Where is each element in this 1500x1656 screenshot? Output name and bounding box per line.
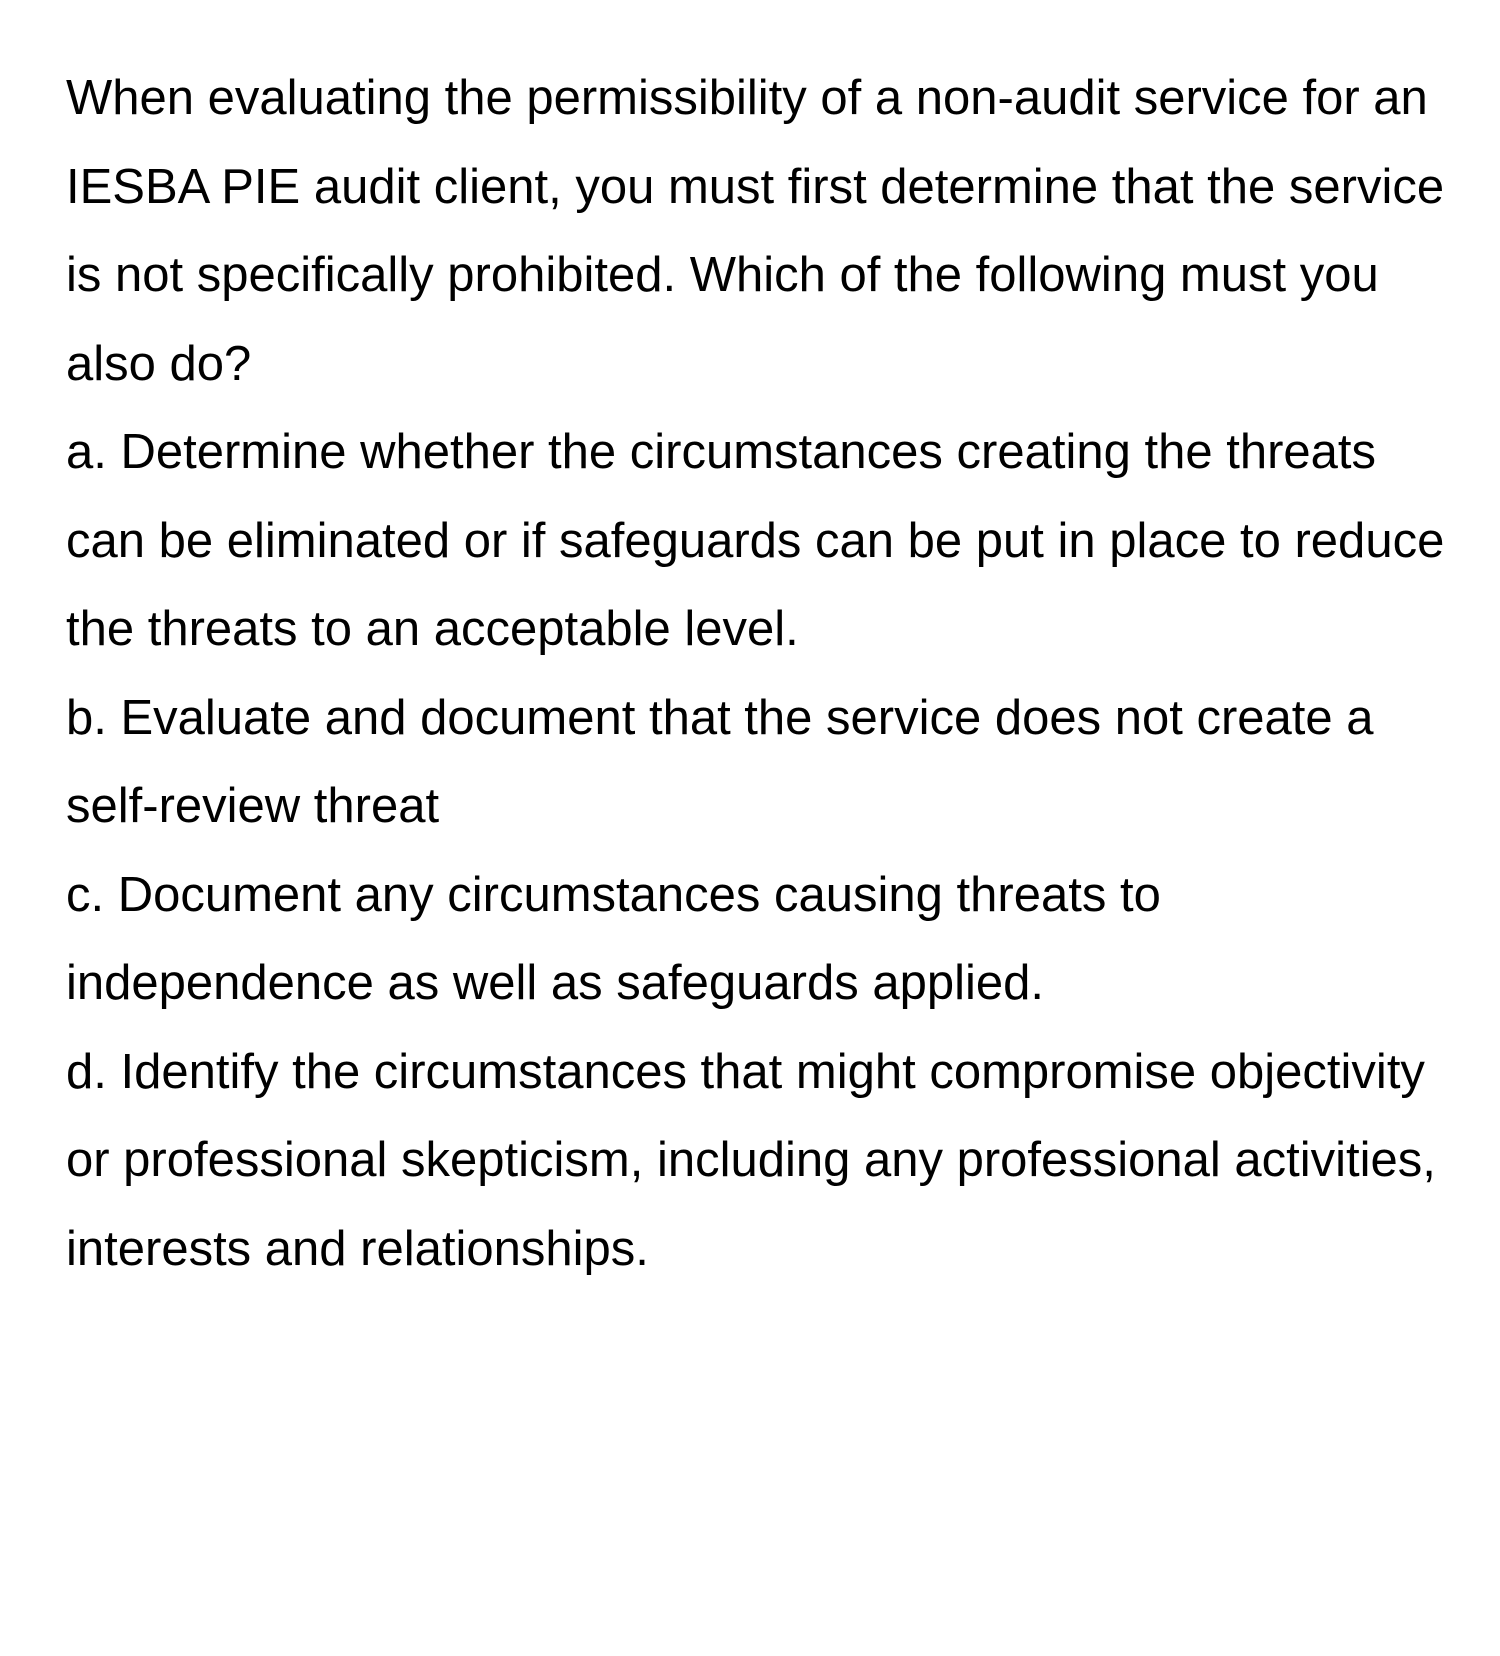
option-a: a. Determine whether the circumstances creating the threats can be eliminated or if safeguards can be put in place to reduce the threats to an acceptable level. bbox=[66, 425, 1445, 656]
question-content bbox=[66, 54, 1446, 1293]
question-stem: When evaluating the permissibility of a non-audit service for an IESBA PIE audit client, you must first determine that the service is not specifically prohibited. Which of the following must you also do? bbox=[66, 71, 1445, 391]
option-b: b. Evaluate and document that the service does not create a self-review threat bbox=[66, 690, 1374, 833]
option-d: d. Identify the circumstances that might compromise objectivity or professional skepticism, including any professional activities, interests and relationships. bbox=[66, 1044, 1436, 1276]
option-c: c. Document any circumstances causing threats to independence as well as safeguards applied. bbox=[66, 867, 1161, 1010]
